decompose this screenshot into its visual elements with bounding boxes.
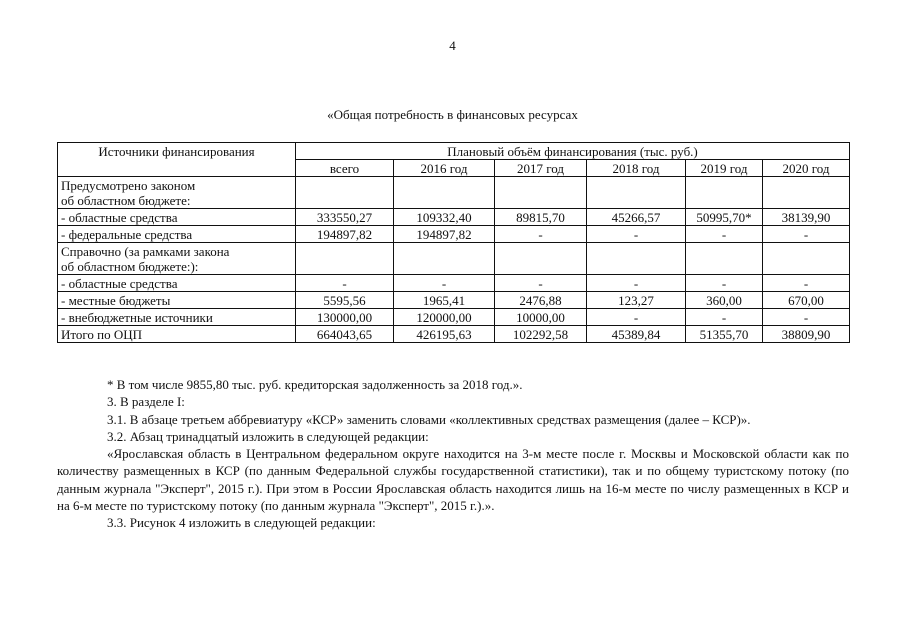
row-label [58, 177, 296, 209]
row-label-line: - федеральные средства [61, 227, 193, 242]
table-cell: 664043,65 [296, 326, 394, 343]
table-cell: - [296, 275, 394, 292]
table-cell: 50995,70* [686, 209, 763, 226]
amendment-paragraph: 3.1. В абзаце третьем аббревиатуру «КСР» заменить словами «коллективных средствах размещения (далее – КСР)». [107, 411, 751, 427]
table-cell: 123,27 [587, 292, 686, 309]
table-cell: 51355,70 [686, 326, 763, 343]
table-row [58, 243, 850, 275]
table-row [58, 292, 850, 309]
table-cell: 109332,40 [394, 209, 495, 226]
column-header: 2018 год [587, 160, 686, 177]
table-cell: - [587, 275, 686, 292]
table-cell: 670,00 [763, 292, 850, 309]
table-cell: 130000,00 [296, 309, 394, 326]
table-cell: - [763, 226, 850, 243]
row-label [58, 309, 296, 326]
table-cell [495, 177, 587, 209]
column-header: 2017 год [495, 160, 587, 177]
table-cell [587, 177, 686, 209]
row-label [58, 275, 296, 292]
table-cell: 1965,41 [394, 292, 495, 309]
table-cell: 333550,27 [296, 209, 394, 226]
quoted-paragraph: «Ярославская область в Центральном федеральном округе находится на 3-м месте после г. Москвы и Московской области как по количеству размещенных в КСР (по данным Федеральной службы государственной статистики), так и по общему туристскому потоку (по данным журнала "Эксперт", 2015 г.). При этом в России Ярославская область находится лишь на 16-м месте по числу размещенных в КСР и на 6-м месте по туристскому потоку (по данным журнала "Эксперт", 2015 г.).». [57, 446, 849, 514]
row-label [58, 226, 296, 243]
table-cell: 102292,58 [495, 326, 587, 343]
financing-table [57, 142, 850, 343]
row-label-line: - внебюджетные источники [61, 310, 213, 325]
row-label-line: - областные средства [61, 210, 178, 225]
table-cell: - [686, 275, 763, 292]
row-label-line: Справочно (за рамками закона [61, 244, 230, 259]
table-cell: - [495, 226, 587, 243]
row-label-line: - местные бюджеты [61, 293, 171, 308]
section-paragraph: 3. В разделе I: [107, 394, 185, 410]
table-cell: - [686, 226, 763, 243]
row-label [58, 292, 296, 309]
table-cell [763, 243, 850, 275]
plan-header: Плановый объём финансирования (тыс. руб.) [296, 143, 850, 160]
table-cell: - [394, 275, 495, 292]
table-cell: - [495, 275, 587, 292]
table-cell: 2476,88 [495, 292, 587, 309]
column-header: 2019 год [686, 160, 763, 177]
table-cell [296, 243, 394, 275]
table-cell: 360,00 [686, 292, 763, 309]
table-row [58, 275, 850, 292]
row-label [58, 209, 296, 226]
table-title: «Общая потребность в финансовых ресурсах [327, 107, 578, 122]
table-cell: 38809,90 [763, 326, 850, 343]
table-cell [394, 177, 495, 209]
column-header: всего [296, 160, 394, 177]
table-cell [686, 177, 763, 209]
table-cell [495, 243, 587, 275]
table-cell: 194897,82 [296, 226, 394, 243]
table-cell [587, 243, 686, 275]
table-cell [686, 243, 763, 275]
table-cell: 194897,82 [394, 226, 495, 243]
table-body [58, 177, 850, 343]
table-cell: 426195,63 [394, 326, 495, 343]
table-cell: - [686, 309, 763, 326]
table-cell: 10000,00 [495, 309, 587, 326]
row-label-line: Предусмотрено законом [61, 178, 196, 193]
column-header: 2016 год [394, 160, 495, 177]
body-text [57, 376, 849, 532]
table-cell: 89815,70 [495, 209, 587, 226]
table-cell: - [587, 226, 686, 243]
table-header-row-1 [58, 143, 850, 160]
table-cell: 45266,57 [587, 209, 686, 226]
source-header: Источники финансирования [58, 143, 296, 177]
row-label-line: Итого по ОЦП [61, 327, 143, 342]
amendment-paragraph: 3.2. Абзац тринадцатый изложить в следующей редакции: [107, 428, 429, 444]
table-row [58, 309, 850, 326]
table-cell: 120000,00 [394, 309, 495, 326]
table-cell: - [763, 275, 850, 292]
table-cell [763, 177, 850, 209]
table-row [58, 226, 850, 243]
table-cell: 38139,90 [763, 209, 850, 226]
row-label-line: об областном бюджете:): [61, 259, 199, 274]
table-cell: - [763, 309, 850, 326]
row-label [58, 243, 296, 275]
table-cell [394, 243, 495, 275]
row-label-line: - областные средства [61, 276, 178, 291]
amendment-paragraph: 3.3. Рисунок 4 изложить в следующей редакции: [107, 515, 376, 531]
page-number: 4 [449, 38, 456, 53]
column-header: 2020 год [763, 160, 850, 177]
table-cell: 45389,84 [587, 326, 686, 343]
table-cell: - [587, 309, 686, 326]
row-label [58, 326, 296, 343]
table-cell: 5595,56 [296, 292, 394, 309]
table-row [58, 209, 850, 226]
row-label-line: об областном бюджете: [61, 193, 191, 208]
table-row [58, 177, 850, 209]
table-cell [296, 177, 394, 209]
table-row [58, 326, 850, 343]
footnote-paragraph: * В том числе 9855,80 тыс. руб. кредиторская задолженность за 2018 год.». [107, 377, 523, 392]
